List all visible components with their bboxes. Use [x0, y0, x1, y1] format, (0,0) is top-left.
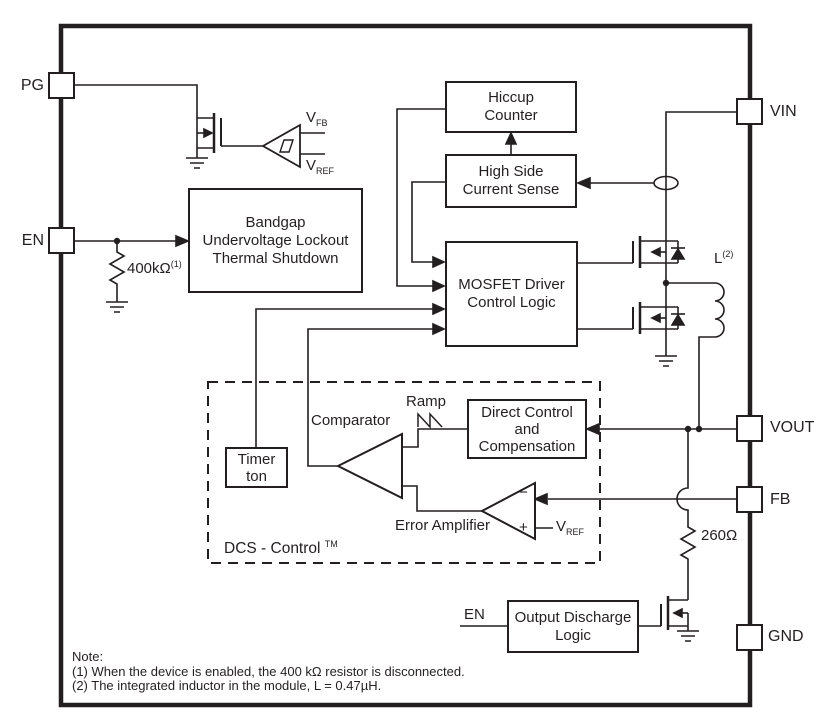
fb-pin	[736, 486, 763, 513]
block-text: Hiccup	[488, 89, 534, 106]
vfb-main: V	[306, 109, 317, 126]
dcs-name: DCS - Control	[224, 540, 321, 558]
vin-pin	[736, 98, 763, 125]
sense-to-hiccup-trace	[506, 133, 516, 154]
block-text: Timer	[237, 450, 276, 468]
body-diode-icon	[672, 249, 684, 259]
chip-boundary	[61, 26, 750, 705]
block-text: Thermal Shutdown	[212, 249, 339, 267]
en-pin	[48, 227, 75, 254]
block-text: Counter	[484, 107, 538, 124]
fb-trace	[535, 494, 736, 504]
ground-icon	[186, 158, 208, 168]
high-side-current-sense-block	[445, 154, 577, 208]
low-side-mosfet-icon	[578, 302, 685, 334]
inductor-main: L	[714, 250, 723, 267]
inductor-note-ref: (2)	[722, 249, 734, 259]
high-side-mosfet-icon	[578, 236, 685, 268]
sawtooth-icon	[418, 414, 442, 427]
vref-main: V	[306, 157, 317, 174]
vref-sub: REF	[566, 527, 585, 537]
fb-pin-label: FB	[770, 491, 791, 508]
output-discharge-block	[507, 600, 639, 653]
vin-pin-label: VIN	[770, 103, 797, 120]
block-text: Logic	[555, 626, 591, 644]
error-amplifier-label: Error Amplifier	[395, 517, 491, 534]
vref-top-label	[306, 157, 334, 176]
block-text: Compensation	[478, 437, 576, 455]
mosfet-driver-block	[445, 241, 578, 347]
pullup-note-ref: (1)	[170, 259, 182, 269]
inductor-label	[714, 250, 733, 267]
dcs-trademark: TM	[324, 539, 338, 549]
vref-main: V	[556, 518, 567, 535]
bandgap-block	[188, 188, 363, 293]
pg-pin	[48, 72, 75, 99]
ramp-label: Ramp	[406, 393, 447, 410]
pg-pin-label: PG	[20, 77, 44, 94]
block-text: Bandgap	[245, 213, 306, 231]
comparator-label: Comparator	[311, 412, 391, 429]
vout-trace	[587, 424, 736, 434]
ramp-trace	[402, 429, 467, 447]
block-text: and	[514, 420, 540, 438]
sense-arrow-trace	[578, 178, 654, 188]
pullup-value: 400kΩ	[127, 260, 171, 277]
ground-icon	[106, 302, 128, 312]
block-text: Control Logic	[467, 294, 556, 311]
ea-minus-sign: −	[519, 484, 528, 501]
dcs-control-label	[224, 535, 338, 558]
vref-ea-label	[556, 518, 584, 537]
block-text: Direct Control	[481, 403, 573, 421]
block-text: ton	[246, 467, 267, 485]
ground-icon	[655, 356, 677, 366]
pullup-resistor-icon	[106, 241, 128, 312]
block-text: MOSFET Driver	[458, 276, 565, 293]
ground-icon	[677, 631, 699, 641]
footnote-line: (1) When the device is enabled, the 400 kΩ resistor is disconnected.	[72, 663, 465, 679]
fb-resistor-label: 260Ω	[701, 527, 738, 544]
body-diode-icon	[672, 315, 684, 325]
block-text: Undervoltage Lockout	[202, 231, 349, 249]
error-amp-output-trace	[402, 486, 482, 511]
vfb-label	[306, 109, 328, 128]
inductor-icon	[663, 280, 724, 429]
gnd-pin-label: GND	[768, 628, 804, 645]
block-text: High Side	[478, 163, 544, 180]
vfb-sub: FB	[316, 118, 328, 128]
footnote-line: (2) The integrated inductor in the module, L = 0.47µH.	[72, 678, 382, 693]
en-pin-label: EN	[21, 232, 44, 249]
current-sense-to-driver-trace	[412, 182, 445, 267]
discharge-en-label: EN	[464, 606, 485, 623]
comparator-icon	[338, 429, 482, 511]
pullup-resistor-label	[127, 260, 182, 277]
direct-control-block	[467, 399, 587, 459]
en-trace	[75, 236, 188, 246]
discharge-mosfet-icon	[639, 596, 699, 641]
vref-sub: REF	[316, 166, 335, 176]
block-text: Output Discharge	[514, 608, 632, 626]
pg-mosfet-icon	[186, 113, 263, 168]
vout-pin	[736, 415, 763, 442]
gnd-pin	[736, 624, 763, 651]
footnote	[72, 650, 465, 694]
footnote-title: Note:	[72, 649, 104, 664]
vout-pin-label: VOUT	[770, 419, 815, 436]
block-text: Current Sense	[462, 181, 560, 198]
pg-trace	[75, 85, 197, 118]
hiccup-counter-block	[445, 81, 577, 133]
ea-plus-sign: +	[519, 519, 528, 536]
timer-ton-block	[225, 447, 288, 488]
fb-resistor-icon	[677, 429, 695, 600]
error-amplifier-icon	[482, 483, 553, 539]
